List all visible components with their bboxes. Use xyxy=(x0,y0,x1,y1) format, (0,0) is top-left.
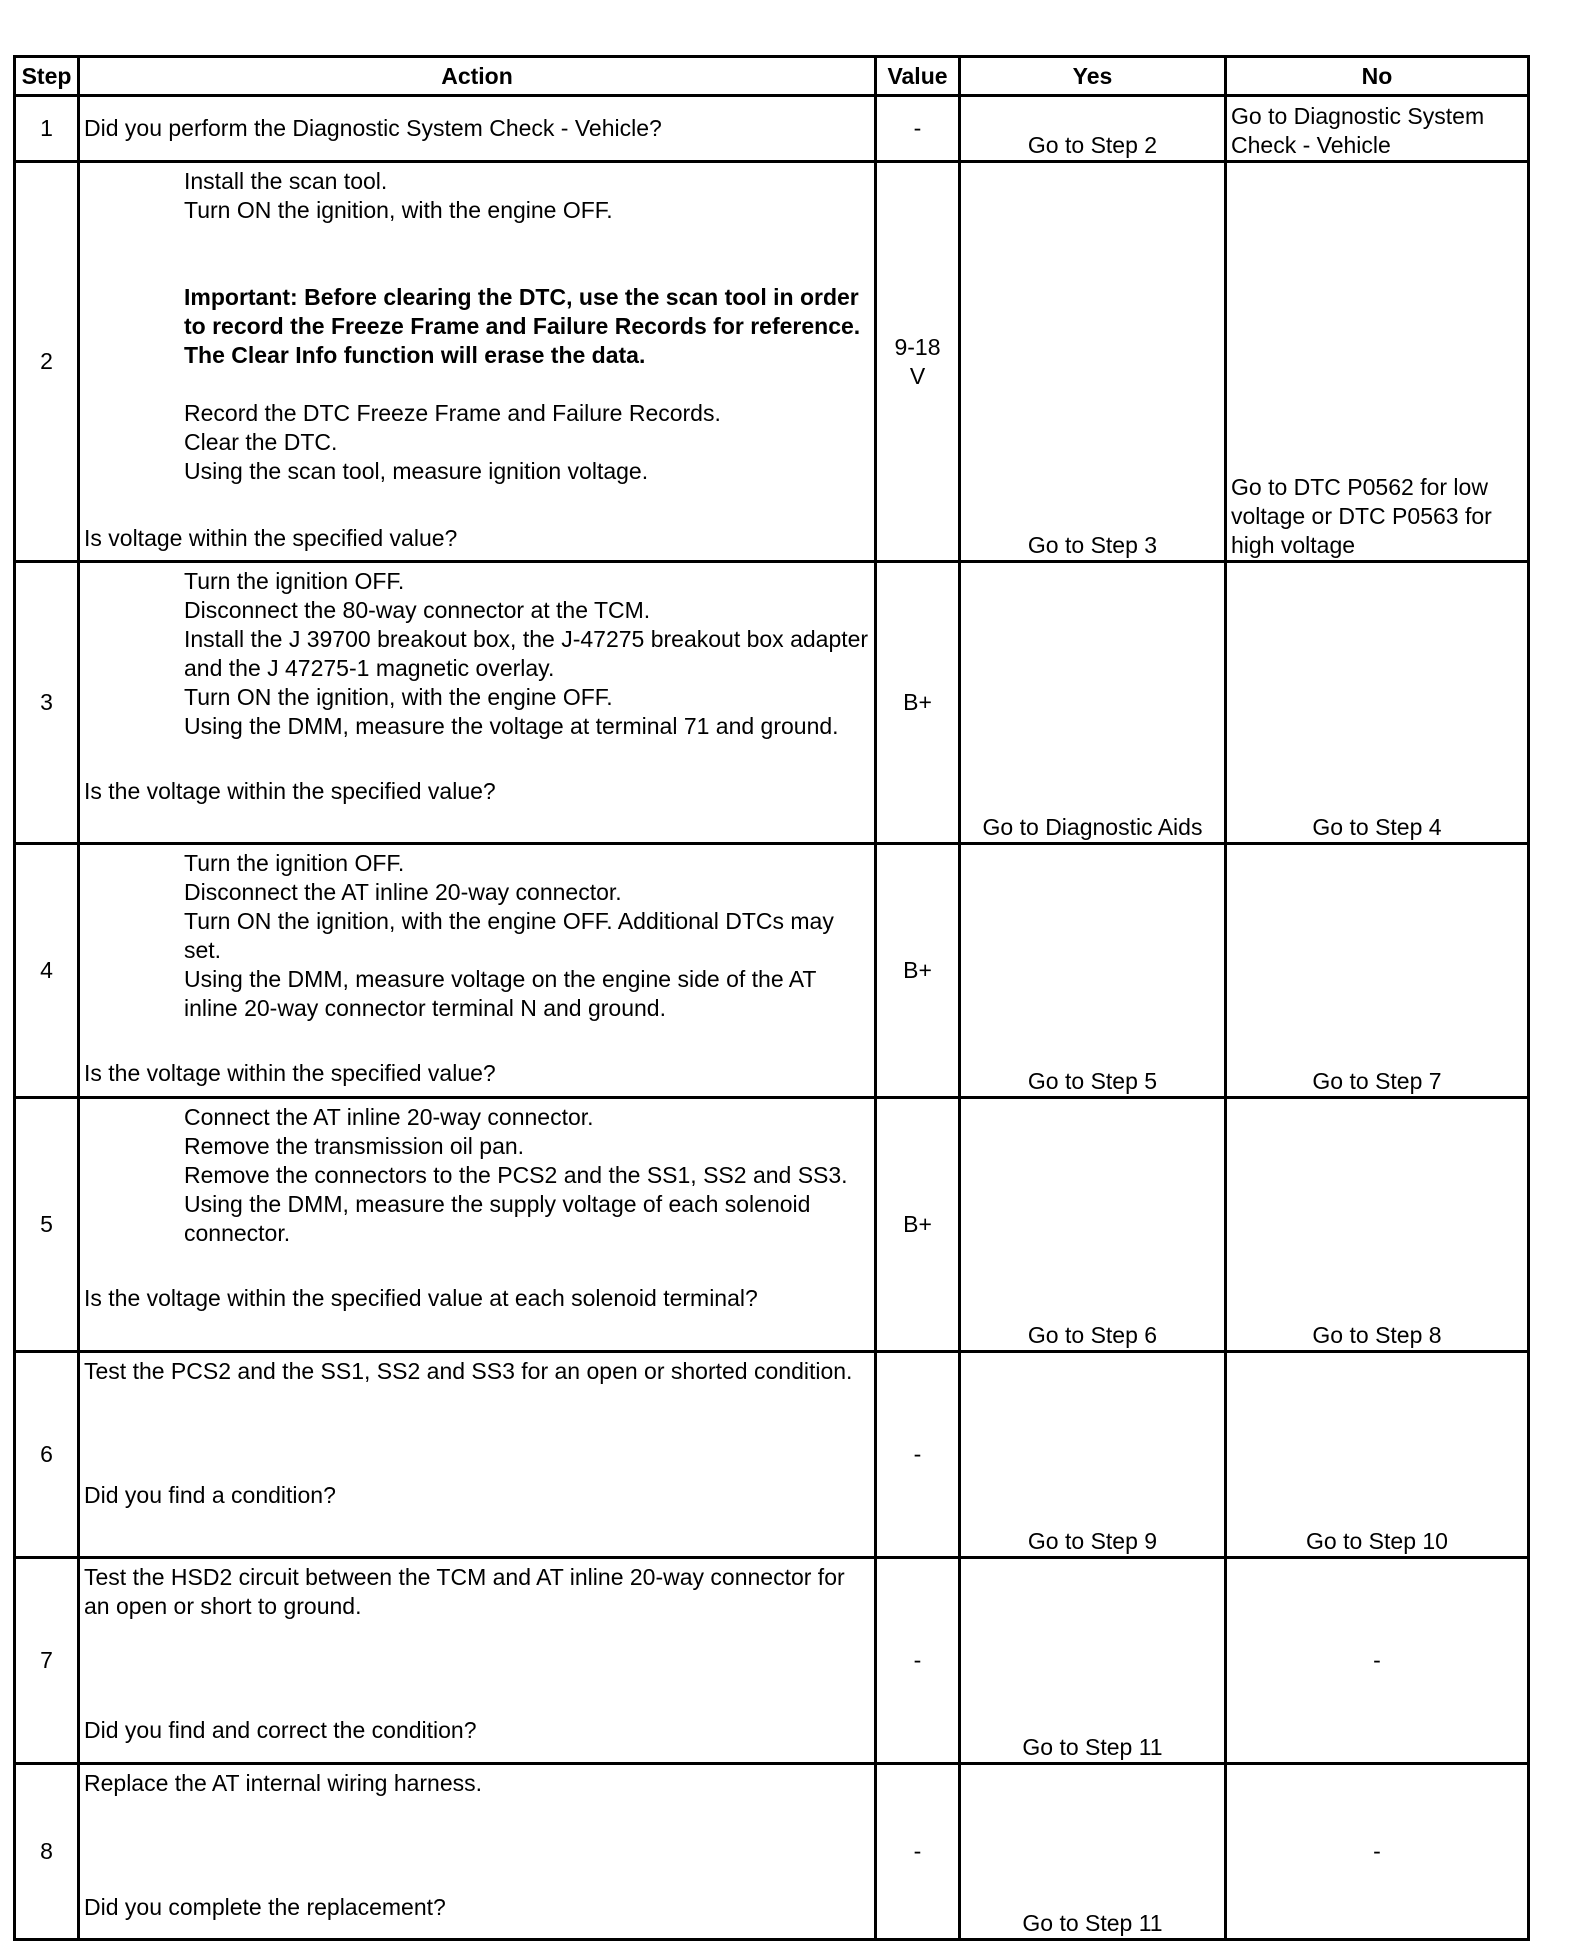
action-line: Clear the DTC. xyxy=(184,429,338,455)
value-cell: - xyxy=(876,1352,960,1558)
step-number: 2 xyxy=(15,162,79,562)
yes-cell: Go to Step 3 xyxy=(960,162,1226,562)
table-row xyxy=(15,1098,1529,1352)
no-cell: - xyxy=(1226,1764,1529,1940)
header-row xyxy=(15,57,1529,96)
no-cell: Go to Step 7 xyxy=(1226,844,1529,1098)
action-line: Install the scan tool. xyxy=(184,168,388,194)
step-number: 1 xyxy=(15,96,79,162)
header-action: Action xyxy=(79,57,876,96)
yes-cell: Go to Step 6 xyxy=(960,1098,1226,1352)
value-cell: B+ xyxy=(876,844,960,1098)
action-question: Is the voltage within the specified value? xyxy=(84,778,496,804)
action-cell xyxy=(79,1558,876,1764)
action-line: Remove the connectors to the PCS2 and the SS1, SS2 and SS3. xyxy=(184,1162,848,1188)
step-number: 6 xyxy=(15,1352,79,1558)
action-question: Did you complete the replacement? xyxy=(84,1894,446,1920)
no-cell: Go to Diagnostic System Check - Vehicle xyxy=(1226,96,1529,162)
header-value: Value xyxy=(876,57,960,96)
yes-cell: Go to Step 5 xyxy=(960,844,1226,1098)
action-line: Using the scan tool, measure ignition voltage. xyxy=(184,458,649,484)
action-text: Did you perform the Diagnostic System Check - Vehicle? xyxy=(84,115,662,141)
diagnostic-table xyxy=(13,55,1530,1941)
action-line: Turn ON the ignition, with the engine OFF. xyxy=(184,684,613,710)
action-line: Using the DMM, measure the voltage at terminal 71 and ground. xyxy=(184,713,839,739)
action-line: Connect the AT inline 20-way connector. xyxy=(184,1104,594,1130)
value-cell: - xyxy=(876,1764,960,1940)
action-line: Record the DTC Freeze Frame and Failure Records. xyxy=(184,400,721,426)
step-number: 7 xyxy=(15,1558,79,1764)
action-line: Turn the ignition OFF. xyxy=(184,850,405,876)
action-line: Disconnect the AT inline 20-way connector. xyxy=(184,879,622,905)
action-line: Turn the ignition OFF. xyxy=(184,568,405,594)
action-line: Turn ON the ignition, with the engine OFF. xyxy=(184,197,613,223)
action-text: Test the HSD2 circuit between the TCM and AT inline 20-way connector for an open or short to ground. xyxy=(84,1564,845,1619)
value-cell: - xyxy=(876,96,960,162)
no-cell: - xyxy=(1226,1558,1529,1764)
action-cell xyxy=(79,1764,876,1940)
action-question: Did you find and correct the condition? xyxy=(84,1717,477,1743)
step-number: 5 xyxy=(15,1098,79,1352)
table-row xyxy=(15,562,1529,844)
no-cell: Go to Step 4 xyxy=(1226,562,1529,844)
header-no: No xyxy=(1226,57,1529,96)
action-cell xyxy=(79,162,876,562)
table-row xyxy=(15,1558,1529,1764)
action-question: Is the voltage within the specified value at each solenoid terminal? xyxy=(84,1285,758,1311)
action-cell xyxy=(79,1352,876,1558)
step-number: 8 xyxy=(15,1764,79,1940)
yes-cell: Go to Diagnostic Aids xyxy=(960,562,1226,844)
action-text: Test the PCS2 and the SS1, SS2 and SS3 for an open or shorted condition. xyxy=(84,1358,853,1384)
action-line: Turn ON the ignition, with the engine OFF. Additional DTCs may set. xyxy=(184,908,834,963)
value-cell: - xyxy=(876,1558,960,1764)
action-line: Using the DMM, measure voltage on the engine side of the AT inline 20-way connector terminal N and ground. xyxy=(184,966,817,1021)
action-text: Replace the AT internal wiring harness. xyxy=(84,1770,483,1796)
table-row xyxy=(15,844,1529,1098)
action-question: Is the voltage within the specified value? xyxy=(84,1060,496,1086)
yes-cell: Go to Step 11 xyxy=(960,1558,1226,1764)
action-cell xyxy=(79,844,876,1098)
no-cell: Go to Step 10 xyxy=(1226,1352,1529,1558)
no-cell: Go to Step 8 xyxy=(1226,1098,1529,1352)
action-line: Remove the transmission oil pan. xyxy=(184,1133,525,1159)
table-row xyxy=(15,162,1529,562)
table-row xyxy=(15,96,1529,162)
no-cell: Go to DTC P0562 for low voltage or DTC P0563 for high voltage xyxy=(1226,162,1529,562)
header-yes: Yes xyxy=(960,57,1226,96)
action-cell xyxy=(79,96,876,162)
action-cell xyxy=(79,562,876,844)
yes-cell: Go to Step 9 xyxy=(960,1352,1226,1558)
value-cell: B+ xyxy=(876,1098,960,1352)
value-cell: 9-18 V xyxy=(876,162,960,562)
yes-cell: Go to Step 2 xyxy=(960,96,1226,162)
step-number: 3 xyxy=(15,562,79,844)
action-line: Using the DMM, measure the supply voltage of each solenoid connector. xyxy=(184,1191,811,1246)
yes-cell: Go to Step 11 xyxy=(960,1764,1226,1940)
value-cell: B+ xyxy=(876,562,960,844)
action-cell xyxy=(79,1098,876,1352)
step-number: 4 xyxy=(15,844,79,1098)
table-row xyxy=(15,1352,1529,1558)
action-line: Install the J 39700 breakout box, the J-47275 breakout box adapter and the J 47275-1 magnetic overlay. xyxy=(184,626,869,681)
header-step: Step xyxy=(15,57,79,96)
action-line: Disconnect the 80-way connector at the TCM. xyxy=(184,597,651,623)
table-row xyxy=(15,1764,1529,1940)
action-question: Did you find a condition? xyxy=(84,1482,336,1508)
action-question: Is voltage within the specified value? xyxy=(84,525,458,551)
important-note: Important: Before clearing the DTC, use the scan tool in order to record the Freeze Frame and Failure Records for reference. The Clear Info function will erase the data. xyxy=(184,284,861,368)
